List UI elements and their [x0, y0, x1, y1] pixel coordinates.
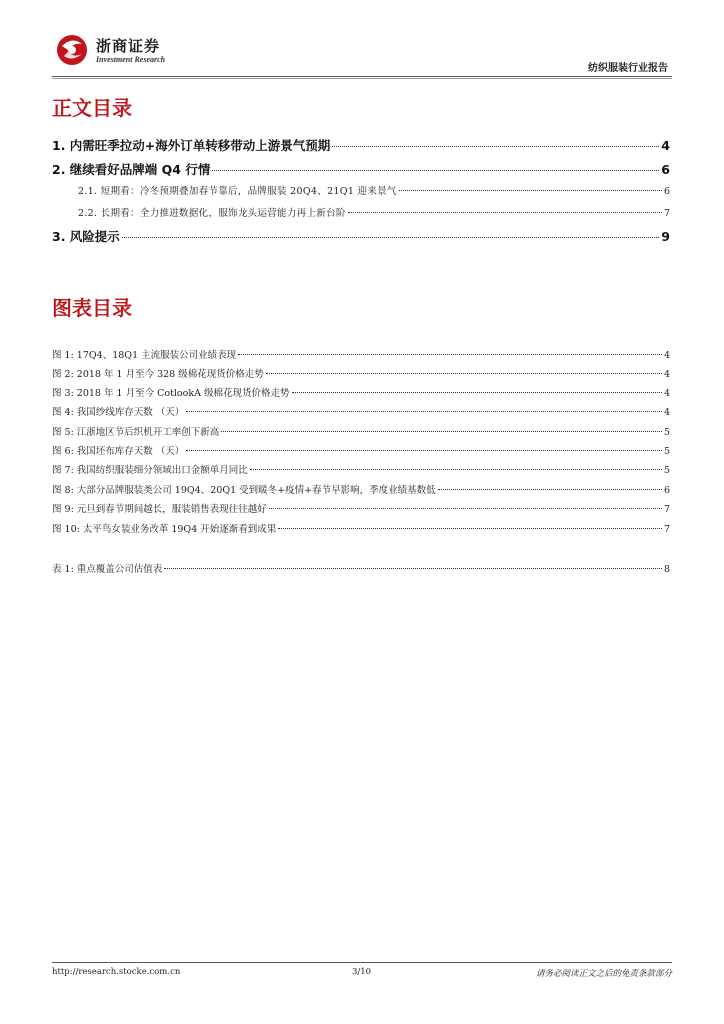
figure-entry-text: 图 3: 2018 年 1 月至今 CotlookA 级棉花现货价格走势 [52, 388, 290, 399]
figure-entry-page: 7 [663, 504, 670, 515]
figure-entry-text: 图 7: 我国纺织服装细分领域出口金额单月同比 [52, 465, 248, 476]
figure-entry-page: 7 [663, 524, 670, 535]
footer-page-number: 3/10 [352, 967, 372, 977]
figure-entry-text: 图 8: 大部分品牌服装类公司 19Q4、20Q1 受到暖冬+疫情+春节早影响，季度业绩基数低 [52, 485, 436, 496]
figure-entry[interactable] [52, 347, 670, 361]
leader-dots [164, 568, 662, 569]
toc-entry-text: 1. 内需旺季拉动+海外订单转移带动上游景气预期 [52, 138, 331, 153]
toc-entry-text: 2.1. 短期看：冷冬预期叠加春节靠后，品牌服装 20Q4、21Q1 迎来景气 [78, 186, 397, 197]
leader-dots [348, 212, 662, 213]
figure-entry-page: 5 [663, 446, 670, 457]
figure-entry[interactable] [52, 462, 670, 476]
toc-entry[interactable] [52, 227, 670, 245]
footer-disclaimer: 请务必阅读正文之后的免责条款部分 [535, 969, 672, 979]
toc-subentry[interactable] [78, 183, 670, 197]
figure-entry-page: 4 [663, 369, 670, 380]
figure-entry-text: 图 2: 2018 年 1 月至今 328 级棉花现货价格走势 [52, 369, 264, 380]
figure-entry-page: 5 [663, 427, 670, 438]
figures-title: 图表目录 [52, 296, 132, 320]
figure-entry[interactable] [52, 482, 670, 496]
toc-entry-page: 6 [661, 162, 670, 177]
figure-entry-page: 4 [663, 350, 670, 361]
toc-entry-page: 9 [661, 229, 670, 244]
figure-entry-page: 4 [663, 407, 670, 418]
toc-entry-text: 3. 风险提示 [52, 229, 120, 244]
leader-dots [186, 450, 662, 451]
table-entry-text: 表 1: 重点覆盖公司估值表 [52, 564, 163, 575]
page-header [52, 28, 672, 78]
figure-entry[interactable] [52, 385, 670, 399]
header-divider-secondary [52, 78, 672, 79]
leader-dots [438, 489, 662, 490]
figure-entry[interactable] [52, 443, 670, 457]
toc-entry-page: 6 [663, 186, 670, 197]
table-entry-page: 8 [663, 564, 670, 575]
table-entry[interactable] [52, 561, 670, 575]
toc-subentry[interactable] [78, 205, 670, 219]
leader-dots [186, 411, 662, 412]
leader-dots [292, 392, 662, 393]
leader-dots [212, 170, 659, 171]
leader-dots [250, 469, 662, 470]
figure-entry-page: 6 [663, 485, 670, 496]
leader-dots [269, 508, 662, 509]
brand-name-en: Investment Research [96, 55, 166, 64]
figure-entry-page: 4 [663, 388, 670, 399]
figure-entry[interactable] [52, 521, 670, 535]
figure-entry-text: 图 9: 元旦到春节期间越长，服装销售表现往往越好 [52, 504, 267, 515]
leader-dots [266, 373, 662, 374]
figure-entry-text: 图 6: 我国坯布库存天数 （天） [52, 446, 185, 457]
figure-entry[interactable] [52, 424, 670, 438]
leader-dots [332, 146, 659, 147]
figure-entry[interactable] [52, 366, 670, 380]
footer-divider [52, 962, 672, 963]
figure-entry-text: 图 1: 17Q4、18Q1 主流服装公司业绩表现 [52, 350, 237, 361]
company-logo-icon [52, 32, 92, 68]
toc-entry[interactable] [52, 136, 670, 154]
toc-entry[interactable] [52, 160, 670, 178]
figure-entry[interactable] [52, 501, 670, 515]
toc-entry-page: 4 [661, 138, 670, 153]
footer-url[interactable]: http://research.stocke.com.cn [52, 967, 181, 977]
leader-dots [122, 237, 659, 238]
figure-entry-text: 图 5: 江浙地区节后织机开工率创下新高 [52, 427, 220, 438]
toc-entry-text: 2.2. 长期看：全力推进数据化，服饰龙头运营能力再上新台阶 [78, 208, 346, 219]
figure-entry-text: 图 10: 太平鸟女装业务改革 19Q4 开始逐渐看到成果 [52, 524, 277, 535]
leader-dots [221, 431, 662, 432]
toc-entry-page: 7 [663, 208, 670, 219]
figure-entry-text: 图 4: 我国纱线库存天数 （天） [52, 407, 185, 418]
header-divider [52, 76, 672, 77]
leader-dots [238, 354, 662, 355]
figure-entry-page: 5 [663, 465, 670, 476]
leader-dots [278, 528, 662, 529]
toc-title: 正文目录 [52, 96, 132, 120]
figure-entry[interactable] [52, 404, 670, 418]
leader-dots [399, 190, 662, 191]
brand-name-cn: 浙商证券 [96, 37, 161, 55]
toc-entry-text: 2. 继续看好品牌端 Q4 行情 [52, 162, 211, 177]
report-type: 纺织服装行业报告 [588, 63, 668, 74]
